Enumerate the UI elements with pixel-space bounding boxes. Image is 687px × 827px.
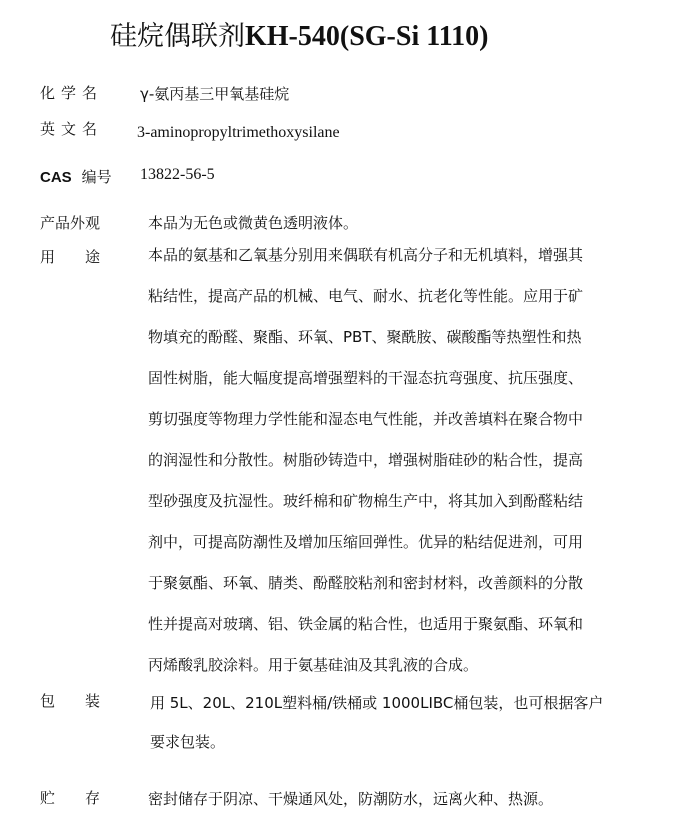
usage-line: 本品的氨基和乙氧基分别用来偶联有机高分子和无机填料，增强其 — [148, 246, 584, 264]
storage-label: 贮存 — [40, 789, 131, 807]
storage-value: 密封储存于阴凉、干燥通风处，防潮防水，远离火种、热源。 — [148, 790, 554, 808]
cas-value: 13822-56-5 — [140, 166, 215, 183]
usage-line: 性并提高对玻璃、铝、铁金属的粘合性，也适用于聚氨酯、环氧和 — [148, 615, 584, 633]
chemical-name-value: γ-氨丙基三甲氧基硅烷 — [140, 85, 290, 103]
usage-line: 的润湿性和分散性。树脂砂铸造中，增强树脂硅砂的粘合性，提高 — [148, 451, 584, 469]
cas-label-rest: 编号 — [81, 168, 112, 186]
english-name-label: 英文名 — [40, 120, 104, 138]
appearance-value: 本品为无色或微黄色透明液体。 — [148, 214, 359, 232]
cas-label-bold: CAS — [40, 169, 72, 186]
chemical-name-label: 化学名 — [40, 84, 104, 102]
usage-line: 型砂强度及抗湿性。玻纤棉和矿物棉生产中，将其加入到酚醛粘结 — [148, 492, 584, 510]
appearance-label: 产品外观 — [40, 214, 101, 232]
title-chinese: 硅烷偶联剂 — [110, 21, 245, 52]
page-title — [110, 14, 488, 53]
usage-line: 物填充的酚醛、聚酯、环氧、PBT、聚酰胺、碳酸酯等热塑性和热 — [148, 328, 582, 346]
usage-line: 丙烯酸乳胶涂料。用于氨基硅油及其乳液的合成。 — [148, 656, 479, 674]
usage-line: 剪切强度等物理力学性能和湿态电气性能，并改善填料在聚合物中 — [148, 410, 584, 428]
cas-label — [40, 166, 112, 187]
english-name-value: 3-aminopropyltrimethoxysilane — [137, 124, 340, 141]
usage-line: 粘结性，提高产品的机械、电气、耐水、抗老化等性能。应用于矿 — [148, 287, 584, 305]
packaging-line-2: 要求包装。 — [150, 733, 226, 751]
usage-text — [148, 240, 618, 691]
packaging-line-1: 用 5L、20L、210L塑料桶/铁桶或 1000LIBC桶包装，也可根据客户 — [150, 694, 604, 712]
usage-line: 剂中，可提高防潮性及增加压缩回弹性。优异的粘结促进剂，可用 — [148, 533, 584, 551]
usage-line: 固性树脂，能大幅度提高增强塑料的干湿态抗弯强度、抗压强度、 — [148, 369, 584, 387]
usage-label: 用途 — [40, 248, 131, 266]
packaging-label: 包装 — [40, 692, 131, 710]
usage-line: 于聚氨酯、环氧、腈类、酚醛胶粘剂和密封材料，改善颜料的分散 — [148, 574, 584, 592]
title-model: KH-540(SG-Si 1110) — [245, 21, 489, 52]
